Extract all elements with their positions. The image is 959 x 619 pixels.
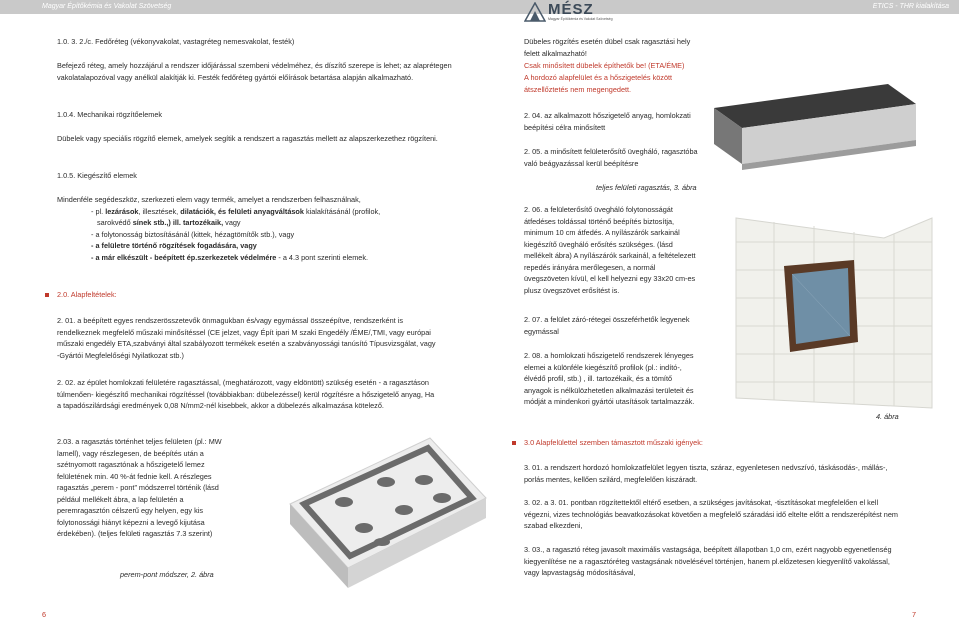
section-30-title: 3.0 Alapfelülettel szemben támasztott műszaki igények: — [524, 438, 703, 447]
dubel-illustration — [710, 80, 920, 180]
section-303: 3. 03., a ragasztó réteg javasolt maximális vastagsága, beépített állapotban 1,0 cm, ezért nagyobb egyenetlenség kiegyenlítése ne a ragasztóréteg vastagsának növelésével történjen, hanem pl.előzetesen kiegyenlítő vakolással, vagy lapvastagság módosításával, — [524, 545, 892, 577]
section-103-2c-title: 1.0. 3. 2./c. Fedőréteg (vékonyvakolat, vastagréteg nemesvakolat, festék) — [57, 37, 295, 46]
mesz-logo — [524, 2, 614, 22]
section-103-2c-body: Befejező réteg, amely hozzájárul a rendszer időjárással szembeni védelméhez, és díszítő szerepe is lehet; az alaprétegen vakolatalapozóval vagy anélkül alakítják ki. Festék fedőréteg gyártói előírások betartása alapján alkalmazható. — [57, 61, 452, 82]
section-104-body: Dübelek vagy speciális rögzítő elemek, amelyek segítik a rendszert a ragasztás mellett az alapszerkezethez rögzíteni. — [57, 134, 438, 143]
figure-4-caption: 4. ábra — [876, 412, 899, 421]
section-105-item-1-cont: sarokvédő sínek stb.,) ill. tartozékaik, vagy — [97, 218, 241, 227]
figure-3-caption: teljes felületi ragasztás, 3. ábra — [596, 183, 697, 192]
section-20-title: 2.0. Alapfeltételek: — [57, 290, 117, 299]
section-204: 2. 04. az alkalmazott hőszigetelő anyag, homlokzati beépítési célra minősített — [524, 111, 691, 132]
section-bullet-icon — [45, 293, 49, 297]
header-right-title: ETICS - THR kialakítása — [872, 3, 949, 10]
section-105-item-1: - pl. lezárások, illesztések, dilatációk, és felületi anyagváltások kialakításánál (profilok, — [91, 206, 381, 216]
logo-text: MÉSZ — [548, 1, 594, 18]
dubel-note-2: Csak minősített dübelek építhetők be! (ETA/ÉME) — [524, 61, 685, 70]
perem-pont-illustration — [282, 432, 492, 592]
section-205: 2. 05. a minősített felületerősítő üvegháló, ragasztóba való beágyazással kerül beépítésre — [524, 147, 698, 168]
section-bullet-icon — [512, 441, 516, 445]
section-302: 3. 02. a 3. 01. pontban rögzítettektől eltérő esetben, a szükséges javításokat, -tisztításokat megfelelően el kell végezni, vizes technológiás beavatkozásokat követően a megfelelő száradási idő eltelte előtt a rendszerépítést nem szabad elkezdeni, — [524, 498, 898, 530]
page-number-left: 6 — [42, 610, 47, 619]
window-mesh-illustration — [734, 212, 934, 412]
section-105-intro: Mindenféle segédeszköz, szerkezeti elem vagy termék, amelyet a rendszerben felhasználnak, — [57, 195, 361, 204]
section-105-title: 1.0.5. Kiegészítő elemek — [57, 171, 137, 180]
figure-2-caption: perem-pont módszer, 2. ábra — [120, 570, 214, 579]
section-104-title: 1.0.4. Mechanikai rögzítőelemek — [57, 110, 163, 119]
section-105-item-2: - a folytonosság biztosításánál (kittek, hézagtömítők stb.), vagy — [91, 229, 295, 239]
section-207: 2. 07. a felület záró-rétegei összeférhetők legyenek egymással — [524, 315, 690, 336]
section-301: 3. 01. a rendszert hordozó homlokzatfelület legyen tiszta, száraz, egyenletesen nedvszívó, táskásodás-, mállás-, porlás mentes, kellően szilárd, megfelelően kiszáradt. — [524, 463, 888, 484]
section-202: 2. 02. az épület homlokzati felületére ragasztással, (meghatározott, vagy eldöntött) szükség esetén - a ragasztáson túlmenően- kiegészítő mechanikai rögzítéssel (továbbiakban: dübelezéssel) kerül rögzítésre a hőszigetelő anyag, Ha a tapadószilárdsági eredmények 0,08 N/mm2-nél kisebbek, akkor a dübelezés alkalmazása kötelező. — [57, 378, 435, 410]
logo-subtitle: Magyar Építőkémia és Vakolat Szövetség — [548, 17, 613, 21]
header-left-title: Magyar Építőkémia és Vakolat Szövetség — [42, 3, 172, 10]
page-number-right: 7 — [912, 610, 917, 619]
section-105-item-4: - a már elkészült - beépített ép.szerkezetek védelmére - a 4.3 pont szerinti elemek. — [91, 252, 369, 262]
section-206: 2. 06. a felületerősítő üvegháló folytonosságát átfedéses toldással történő beépítés biztosítja, minimum 10 cm átfedés. A nyílászárók sarkainál kiegészítő üvegháló erősítés szükséges. (lásd mellékelt ábra) A nyílászárók sarkainál, a feltételezett repedés irányára merőlegesen, a normál üvegszöveten kívül, el kell helyezni egy 33x20 cm-es plusz üvegszövet erősítést is. — [524, 205, 696, 295]
logo-emblem-icon — [524, 2, 546, 22]
section-203: 2.03. a ragasztás történhet teljes felületen (pl.: MW lamell), vagy részlegesen, de beépítés után a szétnyomott ragasztónak a hőszigetelő lemez felületének min. 40 %-át fednie kell. A részleges ragasztás „perem - pont” módszerrel történik (lásd például mellékelt ábra, a lap felületén a peremragasztón célszerű egy helyen, egy kis folytonossági hiányt képezni a levegő kijutása érdekében). (teljes felületi ragasztás 7.3 szerint) — [57, 437, 222, 538]
dubel-note-1: Dübeles rögzítés esetén dübel csak ragasztási hely felett alkalmazható! — [524, 37, 691, 58]
section-208: 2. 08. a homlokzati hőszigetelő rendszerek lényeges elemei a különféle kiegészítő profilok (pl.: indító-, élvédő profil, stb.) , ill. tartozékaik, és a tömítő anyagok is nélkülözhetetlen alkalmazási területeit és módját a mindenkori gyártói utasítások tartalmazzák. — [524, 351, 695, 406]
dubel-note-3: A hordozó alapfelület és a hőszigetelés között átszellőztetés nem megengedett. — [524, 73, 673, 94]
section-105-body — [57, 194, 487, 263]
section-105-item-3: - a felületre történő rögzítések fogadására, vagy — [91, 241, 257, 250]
section-201: 2. 01. a beépített egyes rendszerösszetevők önmagukban és/vagy egymással összeépítve, rendszerként is rendelkeznek megfelelő műszaki minősítéssel (CE jelzet, vagy Épít ipari M szaki Engedély /ÉME/,TMI, vagy európai műszaki engedély ETA,szabványi által szabályozott termékek esetén a szabványossági tanúsító Típusvizsgálat, vagy -Gyártói Megfelelőségi Nyilatkozat stb.) — [57, 316, 436, 360]
